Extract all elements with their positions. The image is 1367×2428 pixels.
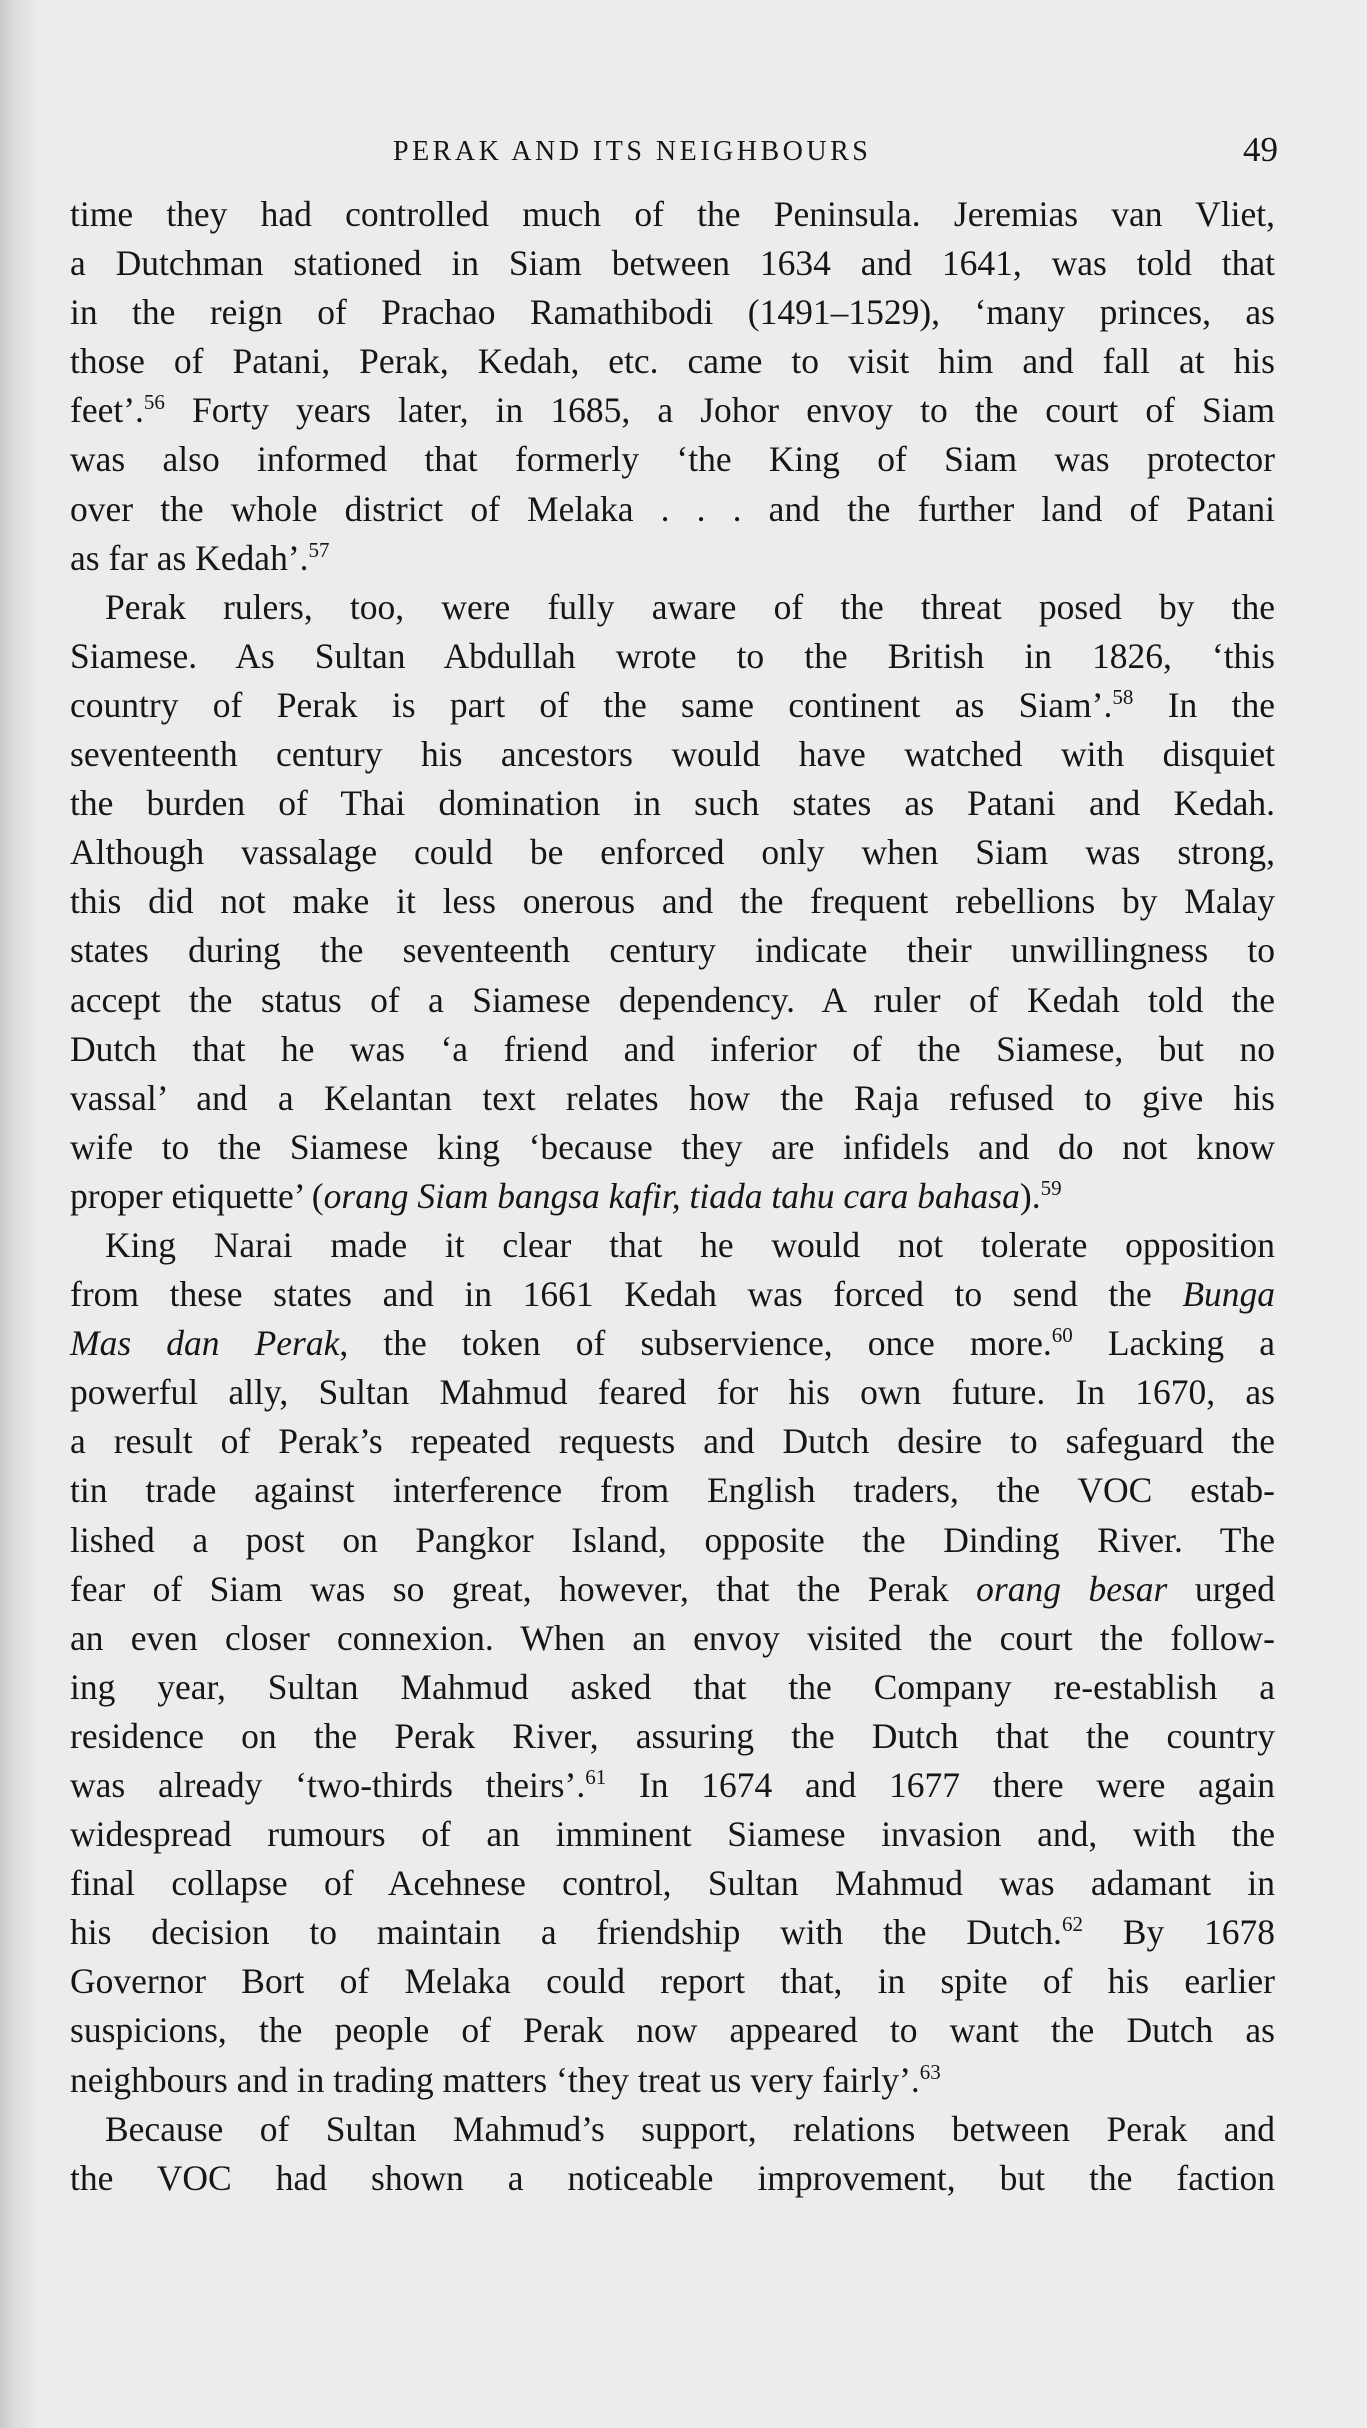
text-line: from these states and in 1661 Kedah was forced to send the Bunga [70, 1274, 1275, 1315]
text-line: Dutch that he was ‘a friend and inferior of the Siamese, but no [70, 1028, 1275, 1069]
footnote-marker: 62 [1061, 1912, 1083, 1937]
footnote-marker: 59 [1040, 1175, 1062, 1200]
text-line: fear of Siam was so great, however, that the Perak orang besar urged [70, 1568, 1276, 1609]
footnote-marker: 56 [143, 390, 165, 415]
text-line: proper etiquette’ (orang Siam bangsa kafir, tiada tahu cara bahasa).$^{59}$ [70, 1175, 1062, 1216]
text-line: was also informed that formerly ‘the King of Siam was protector [70, 439, 1275, 480]
text-line: Although vassalage could be enforced only when Siam was strong, [70, 832, 1275, 873]
text-line: the VOC had shown a noticeable improvement, but the faction [70, 2157, 1275, 2198]
text-line: accept the status of a Siamese dependency. A ruler of Kedah told the [70, 979, 1275, 1020]
text-line: a result of Perak’s repeated requests and Dutch desire to safeguard the [70, 1421, 1275, 1462]
text-line: an even closer connexion. When an envoy visited the court the follow- [70, 1617, 1275, 1658]
text-line: Perak rulers, too, were fully aware of the threat posed by the [105, 586, 1275, 627]
text-line: over the whole district of Melaka . . . and the further land of Patani [70, 488, 1275, 529]
text-line: was already ‘two-thirds theirs’.$^{61}$ In 1674 and 1677 there were again [70, 1765, 1276, 1805]
text-line: suspicions, the people of Perak now appeared to want the Dutch as [70, 2010, 1275, 2051]
text-line: powerful ally, Sultan Mahmud feared for his own future. In 1670, as [70, 1372, 1275, 1413]
text-line: in the reign of Prachao Ramathibodi (1491–1529), ‘many princes, as [70, 292, 1275, 333]
paragraph [70, 2105, 1275, 2203]
text-line: country of Perak is part of the same continent as Siam’.$^{58}$ In the [70, 684, 1275, 725]
text-line: final collapse of Acehnese control, Sultan Mahmud was adamant in [70, 1863, 1275, 1904]
text-line: states during the seventeenth century indicate their unwillingness to [70, 930, 1275, 971]
text-line: vassal’ and a Kelantan text relates how the Raja refused to give his [70, 1077, 1275, 1118]
text-line: the burden of Thai domination in such states as Patani and Kedah. [70, 783, 1275, 824]
text-line: Because of Sultan Mahmud’s support, relations between Perak and [105, 2108, 1275, 2149]
paragraph [70, 583, 1275, 1221]
text-line: seventeenth century his ancestors would have watched with disquiet [70, 734, 1275, 775]
running-head [68, 130, 1278, 186]
text-line: residence on the Perak River, assuring the Dutch that the country [70, 1715, 1275, 1756]
text-line: Siamese. As Sultan Abdullah wrote to the British in 1826, ‘this [70, 635, 1275, 676]
text-line: Governor Bort of Melaka could report that, in spite of his earlier [70, 1961, 1275, 2002]
paragraph [70, 1221, 1275, 2105]
text-line: ing year, Sultan Mahmud asked that the Company re-establish a [70, 1666, 1275, 1707]
text-line: Mas dan Perak, the token of subservience, once more.$^{60}$ Lacking a [70, 1323, 1275, 1364]
footnote-marker: 63 [919, 2059, 941, 2084]
text-line: neighbours and in trading matters ‘they treat us very fairly’.$^{63}$ [70, 2059, 941, 2100]
footnote-marker: 58 [1112, 684, 1134, 709]
text-line: widespread rumours of an imminent Siamese invasion and, with the [70, 1814, 1275, 1855]
text-line: his decision to maintain a friendship with the Dutch.$^{62}$ By 1678 [70, 1912, 1276, 1953]
page-number: 49 [1243, 130, 1278, 169]
text-line: tin trade against interference from English traders, the VOC estab- [70, 1470, 1275, 1511]
body-text [70, 190, 1275, 2203]
footnote-marker: 57 [308, 537, 330, 562]
running-title: PERAK AND ITS NEIGHBOURS [393, 136, 872, 167]
text-line: those of Patani, Perak, Kedah, etc. came to visit him and fall at his [70, 341, 1275, 382]
text-line: wife to the Siamese king ‘because they are infidels and do not know [70, 1126, 1275, 1167]
footnote-marker: 61 [585, 1765, 607, 1789]
text-line: feet’.$^{56}$ Forty years later, in 1685, a Johor envoy to the court of Siam [70, 390, 1276, 431]
text-line: time they had controlled much of the Peninsula. Jeremias van Vliet, [70, 194, 1275, 234]
footnote-marker: 60 [1051, 1323, 1073, 1348]
text-line: King Narai made it clear that he would not tolerate opposition [105, 1224, 1275, 1265]
text-line: as far as Kedah’.$^{57}$ [70, 537, 330, 578]
paragraph [70, 190, 1275, 583]
text-line: this did not make it less onerous and the frequent rebellions by Malay [70, 881, 1275, 922]
text-line: lished a post on Pangkor Island, opposite the Dinding River. The [70, 1519, 1275, 1560]
text-line: a Dutchman stationed in Siam between 1634 and 1641, was told that [70, 243, 1275, 284]
